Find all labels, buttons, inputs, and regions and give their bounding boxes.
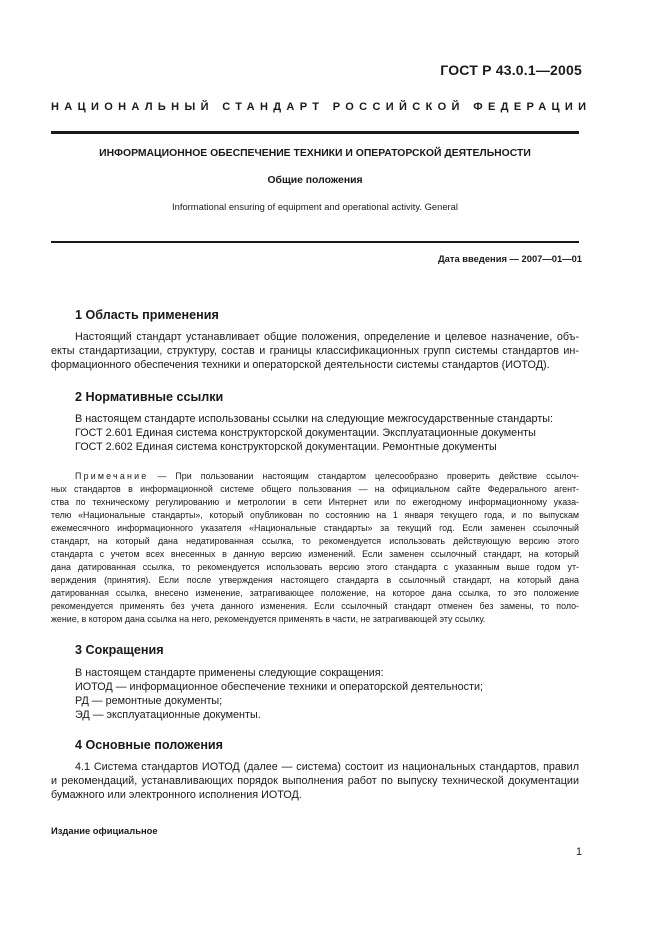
text-line: ГОСТ 2.601 Единая система конструкторской документации. Эксплуатационные документы xyxy=(75,427,536,439)
note-text: — При пользовании настоящим стандартом целесообразно проверить действие ссылоч- xyxy=(148,471,579,481)
section-heading: 2 Нормативные ссылки xyxy=(75,390,224,404)
note-block xyxy=(51,470,579,626)
section-heading: 4 Основные положения xyxy=(75,738,224,752)
text-line: В настоящем стандарте использованы ссылки на следующие межгосударственные стандарты: xyxy=(75,413,554,425)
note-line: дана датированная ссылка, то рекомендуется использовать версию этого стандарта с указанным выше годом ут- xyxy=(51,562,579,572)
section-heading: 1 Область применения xyxy=(75,308,219,322)
note-line: ства по техническому регулированию и метрологии в сети Интернет или по ежегодному информационному указа- xyxy=(51,497,579,507)
section-heading: 3 Сокращения xyxy=(75,643,164,657)
section-body xyxy=(75,412,579,454)
section-body xyxy=(51,330,579,372)
note-line: стандарта с учетом всех внесенных в данную версию изменений. Если заменен ссылочный стандарт, на который xyxy=(51,549,579,559)
document-title-english: Informational ensuring of equipment and operational activity. General xyxy=(172,201,458,212)
text-line: ЭД — эксплуатационные документы. xyxy=(75,709,261,721)
page-number: 1 xyxy=(575,846,582,858)
text-line: ИОТОД — информационное обеспечение техники и операторской деятельности; xyxy=(75,681,483,693)
note-line: датированная ссылка, внесено изменение, затрагивающее положение, на которое дана ссылка, то это положение xyxy=(51,588,579,598)
note-line: рекомендуется применять без учета данного изменения. Если ссылочный стандарт отменен без замены, то поло- xyxy=(51,601,579,611)
national-standard-header: НАЦИОНАЛЬНЫЙ СТАНДАРТ РОССИЙСКОЙ ФЕДЕРАЦИИ xyxy=(51,101,592,113)
text-line: формационного обеспечения техники и операторской деятельности системы стандартов (ИОТОД). xyxy=(51,359,550,371)
text-line: и рекомендаций, устанавливающих порядок выполнения работ по выпуску технической документации xyxy=(51,775,579,787)
note-line: телю «Национальные стандарты», который опубликован по состоянию на 1 января текущего года, и по выпускам xyxy=(51,510,579,520)
text-line: РД — ремонтные документы; xyxy=(75,695,223,707)
note-line: ежемесячного информационного указателя «Национальные стандарты» за текущий год. Если заменен ссылочный xyxy=(51,523,579,533)
section-body xyxy=(75,666,579,722)
text-line: 4.1 Система стандартов ИОТОД (далее — система) состоит из национальных стандартов, правил xyxy=(75,761,579,773)
note-label: Примечание xyxy=(75,471,149,481)
section-body xyxy=(51,760,579,802)
document-title: ИНФОРМАЦИОННОЕ ОБЕСПЕЧЕНИЕ ТЕХНИКИ И ОПЕРАТОРСКОЙ ДЕЯТЕЛЬНОСТИ xyxy=(99,148,531,159)
document-subtitle: Общие положения xyxy=(267,175,363,186)
text-line: екты стандартизации, структуру, состав и границы классификационных групп системы стандартов ин- xyxy=(51,345,579,357)
text-line: ГОСТ 2.602 Единая система конструкторской документации. Ремонтные документы xyxy=(75,441,497,453)
note-line: ных стандартов в информационной системе общего пользования — на официальном сайте Федерального агент- xyxy=(51,484,579,494)
note-line: верждения (принятия). Если после утверждения настоящего стандарта в ссылочный стандарт, на который дана xyxy=(51,575,579,585)
note-line xyxy=(75,470,579,483)
note-line: стандарт, на который дана недатированная ссылка, то рекомендуется использовать действующую версию этого xyxy=(51,536,579,546)
introduction-date: Дата введения — 2007—01—01 xyxy=(437,253,582,264)
text-line: бумажного или электронного исполнения ИОТОД. xyxy=(51,789,302,801)
text-line: Настоящий стандарт устанавливает общие положения, определение и целевое назначение, объ- xyxy=(75,331,579,343)
note-line: жение, в котором дана ссылка на него, рекомендуется применять в части, не затрагивающей эту ссылку. xyxy=(51,614,486,624)
title-rule xyxy=(51,241,579,243)
standard-number: ГОСТ Р 43.0.1—2005 xyxy=(440,62,582,78)
text-line: В настоящем стандарте применены следующие сокращения: xyxy=(75,667,384,679)
header-rule xyxy=(51,131,579,134)
edition-label: Издание официальное xyxy=(51,825,158,836)
